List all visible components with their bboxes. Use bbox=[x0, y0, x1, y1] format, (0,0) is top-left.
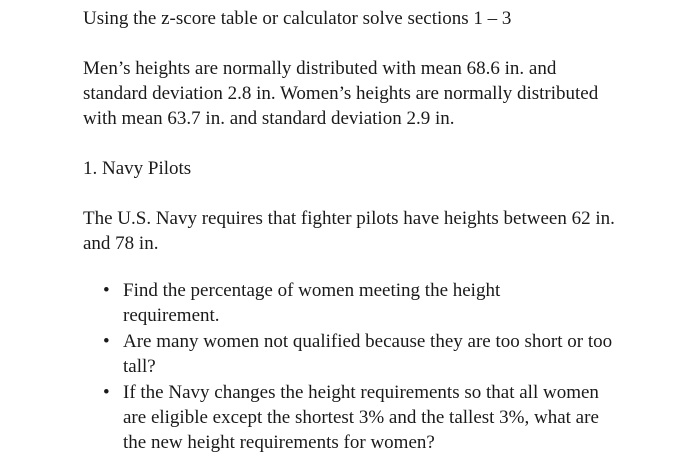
section-heading: 1. Navy Pilots bbox=[83, 158, 192, 179]
question-text: If the Navy changes the height requirements so that all women are eligible except the shortest 3% and the tallest 3%, what are the new height requirements for women? bbox=[123, 382, 599, 453]
bullet-icon: • bbox=[103, 280, 110, 301]
question-list bbox=[83, 278, 683, 455]
question-item bbox=[103, 380, 613, 455]
problem-intro: Men’s heights are normally distributed with mean 68.6 in. and standard deviation 2.8 in. Women’s heights are normally distributed with mean 63.7 in. and standard deviation 2.9 in. bbox=[83, 58, 599, 129]
document-body bbox=[83, 6, 683, 456]
bullet-icon: • bbox=[103, 382, 110, 403]
bullet-icon: • bbox=[103, 331, 110, 352]
question-item bbox=[103, 278, 553, 328]
instructions-title: Using the z-score table or calculator solve sections 1 – 3 bbox=[83, 8, 512, 29]
question-item bbox=[103, 329, 623, 379]
requirement-text: The U.S. Navy requires that fighter pilots have heights between 62 in. and 78 in. bbox=[83, 208, 615, 254]
question-text: Find the percentage of women meeting the height requirement. bbox=[123, 280, 501, 326]
question-text: Are many women not qualified because they are too short or too tall? bbox=[123, 331, 613, 377]
